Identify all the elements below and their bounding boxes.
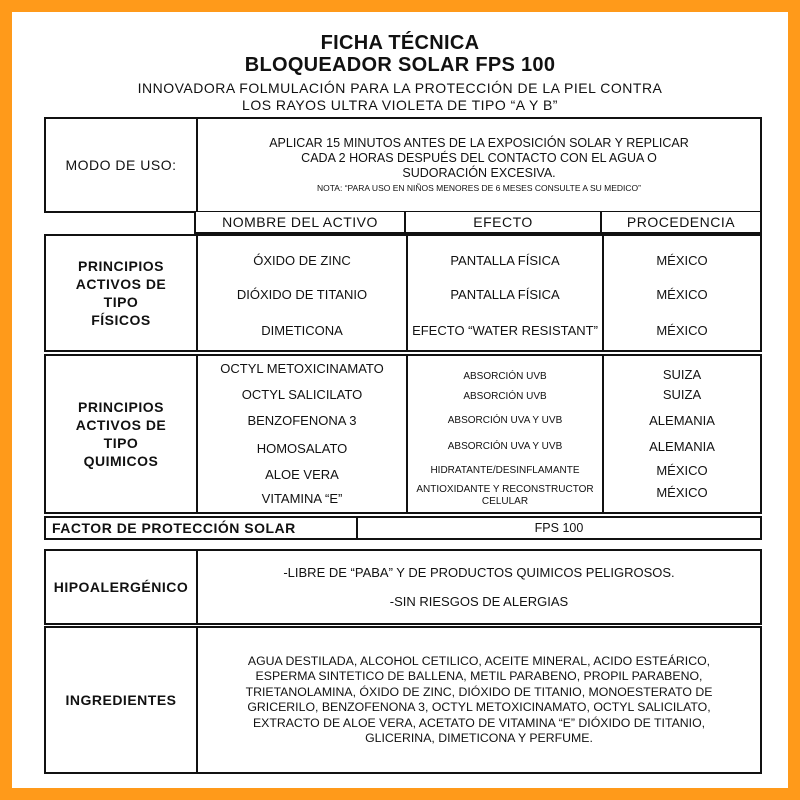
quimicos-label-line: TIPO — [103, 435, 139, 451]
efecto-cell: EFECTO “WATER RESISTANT” — [412, 322, 598, 338]
modo-uso-label: MODO DE USO: — [65, 157, 177, 173]
col-efecto: EFECTO — [473, 214, 533, 230]
ingredientes-line: GLICERINA, DIMETICONA Y PERFUME. — [365, 731, 593, 745]
nombre-cell: VITAMINA “E” — [261, 490, 343, 506]
hipo-text — [198, 551, 760, 623]
fisicos-label-line: TIPO — [103, 294, 139, 310]
col-procedencia: PROCEDENCIA — [626, 214, 736, 230]
nombre-cell: ALOE VERA — [265, 466, 339, 482]
ingredientes-box — [44, 626, 762, 774]
efecto-cell: ABSORCIÓN UVB — [463, 370, 547, 382]
column-header-row — [194, 212, 762, 234]
col-nombre: NOMBRE DEL ACTIVO — [222, 214, 378, 230]
quimicos-label-line: PRINCIPIOS — [78, 399, 164, 415]
table-row — [46, 410, 760, 430]
ingredientes-line: EXTRACTO DE ALOE VERA, ACETATO DE VITAMINA “E” DIÓXIDO DE TITANIO, — [252, 715, 706, 730]
hipo-label: HIPOALERGÉNICO — [53, 579, 189, 595]
ingredientes-line: TRIETANOLAMINA, ÓXIDO DE ZINC, DIÓXIDO DE TITANIO, MONOESTERATO DE — [245, 684, 713, 699]
modo-uso-box — [44, 117, 762, 213]
nombre-cell: OCTYL METOXICINAMATO — [220, 360, 384, 376]
modo-uso-line-1: APLICAR 15 MINUTOS ANTES DE LA EXPOSICIÓN SOLAR Y REPLICAR — [269, 135, 689, 150]
factor-value: FPS 100 — [534, 521, 584, 535]
nombre-cell: DIÓXIDO DE TITANIO — [236, 286, 368, 302]
ingredientes-label: INGREDIENTES — [65, 692, 177, 708]
modo-uso-line-3: SUDORACIÓN EXCESIVA. — [402, 165, 556, 180]
table-row — [46, 482, 760, 510]
procedencia-cell: MÉXICO — [656, 322, 708, 338]
table-row — [46, 436, 760, 456]
ingredientes-line: GRICERILO, BENZOFENONA 3, OCTYL METOXICINAMATO, OCTYL SALICILATO, — [247, 700, 711, 714]
table-row — [46, 320, 760, 340]
modo-uso-text — [198, 119, 760, 211]
procedencia-cell: SUIZA — [662, 386, 702, 402]
efecto-cell: PANTALLA FÍSICA — [450, 286, 560, 302]
hipo-box — [44, 549, 762, 625]
subtitle — [12, 80, 788, 114]
ingredientes-line: ESPERMA SINTETICO DE BALLENA, METIL PARABENO, PROPIL PARABENO, — [255, 669, 703, 683]
procedencia-cell: ALEMANIA — [649, 412, 715, 428]
hipo-line-2: -SIN RIESGOS DE ALERGIAS — [389, 594, 569, 609]
efecto-cell: PANTALLA FÍSICA — [450, 252, 560, 268]
procedencia-cell: MÉXICO — [656, 484, 708, 500]
efecto-cell: ABSORCIÓN UVB — [463, 390, 547, 402]
procedencia-cell: SUIZA — [662, 366, 702, 382]
procedencia-cell: MÉXICO — [656, 462, 708, 478]
table-row — [46, 460, 760, 480]
efecto-cell: ABSORCIÓN UVA Y UVB — [447, 414, 563, 426]
fisicos-label-line: ACTIVOS DE — [75, 276, 167, 292]
technical-sheet — [12, 12, 788, 788]
efecto-cell — [408, 482, 602, 510]
quimicos-label-line: ACTIVOS DE — [75, 417, 167, 433]
efecto-cell: HIDRATANTE/DESINFLAMANTE — [430, 464, 580, 476]
modo-uso-note: NOTA: “PARA USO EN NIÑOS MENORES DE 6 MESES CONSULTE A SU MEDICO” — [316, 182, 641, 193]
nombre-cell: ÓXIDO DE ZINC — [253, 252, 351, 268]
nombre-cell: DIMETICONA — [261, 322, 343, 338]
ingredientes-text — [198, 628, 760, 772]
factor-box — [44, 516, 762, 540]
page-title: FICHA TÉCNICA — [320, 32, 480, 54]
hipo-line-1: -LIBRE DE “PABA” Y DE PRODUCTOS QUIMICOS PELIGROSOS. — [283, 565, 675, 580]
procedencia-cell: MÉXICO — [656, 252, 708, 268]
efecto-line: ANTIOXIDANTE Y RECONSTRUCTOR — [416, 484, 594, 495]
subtitle-line-2: LOS RAYOS ULTRA VIOLETA DE TIPO “A Y B” — [242, 97, 558, 113]
table-row — [46, 358, 760, 382]
nombre-cell: BENZOFENONA 3 — [247, 412, 357, 428]
modo-uso-line-2: CADA 2 HORAS DESPUÉS DEL CONTACTO CON EL AGUA O — [301, 150, 657, 165]
table-row — [46, 250, 760, 270]
ingredientes-line: AGUA DESTILADA, ALCOHOL CETILICO, ACEITE MINERAL, ACIDO ESTEÁRICO, — [247, 653, 711, 668]
fisicos-box — [44, 234, 762, 352]
quimicos-box — [44, 354, 762, 514]
table-row — [46, 384, 760, 404]
subtitle-line-1: INNOVADORA FOLMULACIÓN PARA LA PROTECCIÓN DE LA PIEL CONTRA — [137, 80, 663, 96]
efecto-line: CELULAR — [481, 496, 529, 507]
nombre-cell: HOMOSALATO — [256, 440, 348, 456]
factor-label: FACTOR DE PROTECCIÓN SOLAR — [52, 520, 296, 536]
procedencia-cell: ALEMANIA — [649, 438, 715, 454]
quimicos-label-line: QUIMICOS — [83, 453, 159, 469]
fisicos-label-line: PRINCIPIOS — [78, 258, 164, 274]
fisicos-label-line: FÍSICOS — [91, 312, 151, 328]
efecto-cell: ABSORCIÓN UVA Y UVB — [447, 440, 563, 452]
procedencia-cell: MÉXICO — [656, 286, 708, 302]
table-row — [46, 284, 760, 304]
nombre-cell: OCTYL SALICILATO — [241, 386, 363, 402]
product-title: BLOQUEADOR SOLAR FPS 100 — [244, 54, 556, 76]
